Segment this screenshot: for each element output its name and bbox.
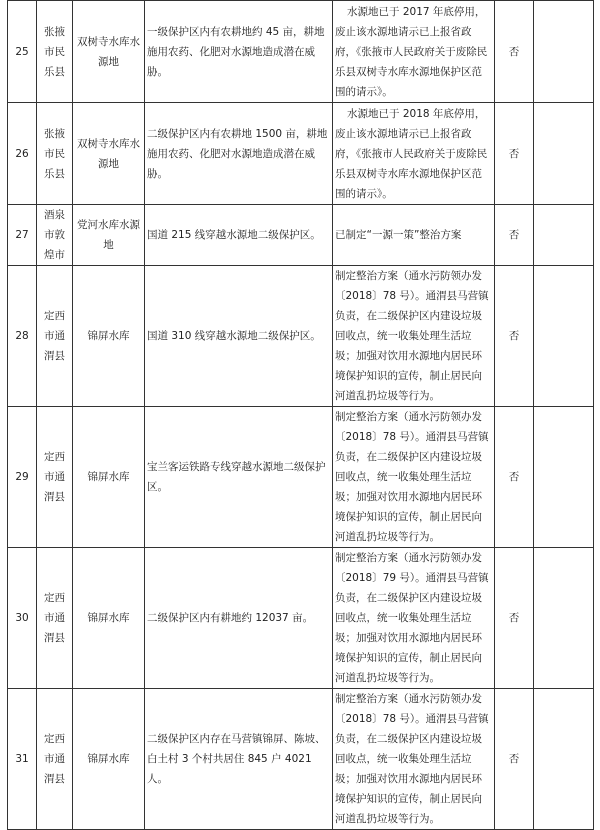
empty-cell (534, 548, 594, 689)
completion-flag: 否 (495, 205, 534, 266)
rectification-status: 制定整治方案（通水污防领办发〔2018〕78 号）。通渭县马营镇负责，在二级保护区内建设垃圾回收点，统一收集处理生活垃圾；加强对饮用水源地内居民环境保护知识的宣传，制止居民向河道乱扔垃圾等行为。 (333, 689, 495, 830)
rectification-table (7, 0, 594, 830)
problem-description: 二级保护区内存在马营镇锦屏、陈坡、白土村 3 个村共居住 845 户 4021 人。 (145, 689, 333, 830)
city-county: 定西市通渭县 (37, 548, 73, 689)
row-number: 31 (8, 689, 37, 830)
table-body (8, 1, 594, 830)
city-county: 酒泉市敦煌市 (37, 205, 73, 266)
city-county: 张掖市民乐县 (37, 1, 73, 103)
completion-flag: 否 (495, 266, 534, 407)
water-source-name: 双树寺水库水源地 (73, 1, 145, 103)
water-source-name: 锦屏水库 (73, 266, 145, 407)
table-row (8, 205, 594, 266)
water-source-name: 双树寺水库水源地 (73, 103, 145, 205)
row-number: 27 (8, 205, 37, 266)
table-row (8, 689, 594, 830)
problem-description: 二级保护区内有耕地约 12037 亩。 (145, 548, 333, 689)
row-number: 28 (8, 266, 37, 407)
rectification-status: 制定整治方案（通水污防领办发〔2018〕78 号）。通渭县马营镇负责，在二级保护区内建设垃圾回收点，统一收集处理生活垃圾；加强对饮用水源地内居民环境保护知识的宣传，制止居民向河道乱扔垃圾等行为。 (333, 266, 495, 407)
water-source-name: 锦屏水库 (73, 548, 145, 689)
water-source-name: 锦屏水库 (73, 407, 145, 548)
table-row (8, 103, 594, 205)
problem-description: 国道 310 线穿越水源地二级保护区。 (145, 266, 333, 407)
row-number: 26 (8, 103, 37, 205)
city-county: 定西市通渭县 (37, 407, 73, 548)
row-number: 30 (8, 548, 37, 689)
row-number: 25 (8, 1, 37, 103)
rectification-status: 制定整治方案（通水污防领办发〔2018〕78 号）。通渭县马营镇负责，在二级保护区内建设垃圾回收点，统一收集处理生活垃圾；加强对饮用水源地内居民环境保护知识的宣传，制止居民向河道乱扔垃圾等行为。 (333, 407, 495, 548)
empty-cell (534, 1, 594, 103)
empty-cell (534, 103, 594, 205)
empty-cell (534, 205, 594, 266)
completion-flag: 否 (495, 407, 534, 548)
water-source-name: 锦屏水库 (73, 689, 145, 830)
completion-flag: 否 (495, 548, 534, 689)
table-row (8, 407, 594, 548)
problem-description: 一级保护区内有农耕地约 45 亩，耕地施用农药、化肥对水源地造成潜在威胁。 (145, 1, 333, 103)
empty-cell (534, 689, 594, 830)
city-county: 定西市通渭县 (37, 266, 73, 407)
rectification-status: 制定整治方案（通水污防领办发〔2018〕79 号）。通渭县马营镇负责，在二级保护区内建设垃圾回收点，统一收集处理生活垃圾；加强对饮用水源地内居民环境保护知识的宣传，制止居民向河道乱扔垃圾等行为。 (333, 548, 495, 689)
empty-cell (534, 407, 594, 548)
row-number: 29 (8, 407, 37, 548)
empty-cell (534, 266, 594, 407)
completion-flag: 否 (495, 689, 534, 830)
city-county: 定西市通渭县 (37, 689, 73, 830)
city-county: 张掖市民乐县 (37, 103, 73, 205)
table-row (8, 1, 594, 103)
rectification-status: 水源地已于 2017 年底停用，废止该水源地请示已上报省政府，《张掖市人民政府关于废除民乐县双树寺水库水源地保护区范围的请示》。 (333, 1, 495, 103)
completion-flag: 否 (495, 103, 534, 205)
water-source-name: 党河水库水源地 (73, 205, 145, 266)
table-row (8, 548, 594, 689)
problem-description: 二级保护区内有农耕地 1500 亩，耕地施用农药、化肥对水源地造成潜在威胁。 (145, 103, 333, 205)
rectification-status: 水源地已于 2018 年底停用，废止该水源地请示已上报省政府，《张掖市人民政府关于废除民乐县双树寺水库水源地保护区范围的请示》。 (333, 103, 495, 205)
rectification-status: 已制定“一源一策”整治方案 (333, 205, 495, 266)
problem-description: 国道 215 线穿越水源地二级保护区。 (145, 205, 333, 266)
problem-description: 宝兰客运铁路专线穿越水源地二级保护区。 (145, 407, 333, 548)
completion-flag: 否 (495, 1, 534, 103)
table-row (8, 266, 594, 407)
